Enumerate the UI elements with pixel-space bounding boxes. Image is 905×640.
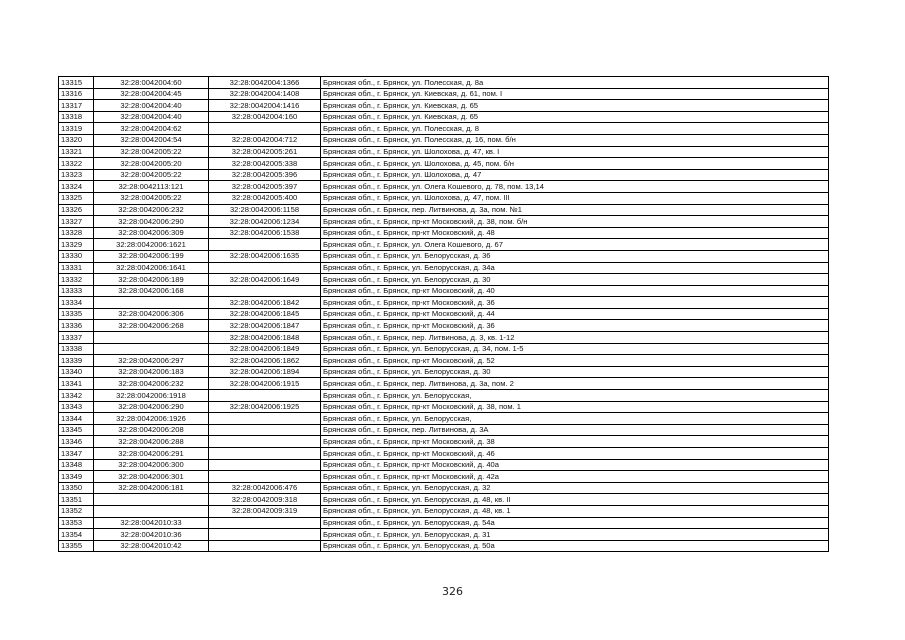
address-cell: Брянская обл., г. Брянск, ул. Шолохова, д. 47, пом. III (321, 192, 829, 204)
land-cadastral-number-cell: 32:28:0042005:22 (94, 192, 209, 204)
address-cell: Брянская обл., г. Брянск, пер. Литвинова, д. 3а, пом. №1 (321, 204, 829, 216)
table-row (59, 471, 829, 483)
building-cadastral-number-cell (209, 448, 321, 460)
address-cell: Брянская обл., г. Брянск, пр-кт Московский, д. 44 (321, 308, 829, 320)
building-cadastral-number-cell: 32:28:0042006:1848 (209, 332, 321, 344)
row-number-cell: 13322 (59, 158, 94, 170)
address-cell: Брянская обл., г. Брянск, пр-кт Московский, д. 48 (321, 227, 829, 239)
address-cell: Брянская обл., г. Брянск, ул. Белорусская, д. 48, кв. 1 (321, 505, 829, 517)
row-number-cell: 13328 (59, 227, 94, 239)
table-row (59, 146, 829, 158)
address-cell: Брянская обл., г. Брянск, ул. Белорусская, д. 32 (321, 482, 829, 494)
building-cadastral-number-cell: 32:28:0042005:400 (209, 192, 321, 204)
address-cell: Брянская обл., г. Брянск, пр-кт Московский, д. 52 (321, 355, 829, 367)
building-cadastral-number-cell: 32:28:0042004:1408 (209, 88, 321, 100)
table-row (59, 378, 829, 390)
address-cell: Брянская обл., г. Брянск, ул. Белорусская, д. 34, пом. 1-5 (321, 343, 829, 355)
land-cadastral-number-cell: 32:28:0042006:183 (94, 366, 209, 378)
building-cadastral-number-cell (209, 239, 321, 251)
land-cadastral-number-cell: 32:28:0042010:33 (94, 517, 209, 529)
row-number-cell: 13346 (59, 436, 94, 448)
row-number-cell: 13329 (59, 239, 94, 251)
address-cell: Брянская обл., г. Брянск, пер. Литвинова, д. 3А (321, 424, 829, 436)
table-row (59, 366, 829, 378)
land-cadastral-number-cell: 32:28:0042006:288 (94, 436, 209, 448)
table-row (59, 274, 829, 286)
land-cadastral-number-cell: 32:28:0042004:40 (94, 111, 209, 123)
land-cadastral-number-cell: 32:28:0042006:290 (94, 216, 209, 228)
row-number-cell: 13342 (59, 390, 94, 402)
address-cell: Брянская обл., г. Брянск, пр-кт Московский, д. 40а (321, 459, 829, 471)
building-cadastral-number-cell: 32:28:0042005:397 (209, 181, 321, 193)
table-row (59, 505, 829, 517)
row-number-cell: 13354 (59, 529, 94, 541)
land-cadastral-number-cell: 32:28:0042006:1641 (94, 262, 209, 274)
address-cell: Брянская обл., г. Брянск, пр-кт Московский, д. 46 (321, 448, 829, 460)
building-cadastral-number-cell: 32:28:0042006:1915 (209, 378, 321, 390)
land-cadastral-number-cell: 32:28:0042006:1926 (94, 413, 209, 425)
address-cell: Брянская обл., г. Брянск, пр-кт Московский, д. 42а (321, 471, 829, 483)
building-cadastral-number-cell: 32:28:0042006:1234 (209, 216, 321, 228)
land-cadastral-number-cell: 32:28:0042006:301 (94, 471, 209, 483)
land-cadastral-number-cell: 32:28:0042006:291 (94, 448, 209, 460)
land-cadastral-number-cell: 32:28:0042006:309 (94, 227, 209, 239)
table-row (59, 332, 829, 344)
row-number-cell: 13347 (59, 448, 94, 460)
table-row (59, 192, 829, 204)
address-cell: Брянская обл., г. Брянск, ул. Полесская, д. 8 (321, 123, 829, 135)
row-number-cell: 13338 (59, 343, 94, 355)
table-row (59, 169, 829, 181)
table-row (59, 88, 829, 100)
building-cadastral-number-cell: 32:28:0042005:261 (209, 146, 321, 158)
address-cell: Брянская обл., г. Брянск, ул. Белорусская, (321, 413, 829, 425)
table-row (59, 529, 829, 541)
address-cell: Брянская обл., г. Брянск, ул. Белорусская, д. 34а (321, 262, 829, 274)
building-cadastral-number-cell (209, 390, 321, 402)
address-cell: Брянская обл., г. Брянск, пр-кт Московский, д. 36 (321, 320, 829, 332)
address-cell: Брянская обл., г. Брянск, пр-кт Московский, д. 40 (321, 285, 829, 297)
building-cadastral-number-cell: 32:28:0042006:1847 (209, 320, 321, 332)
land-cadastral-number-cell: 32:28:0042006:306 (94, 308, 209, 320)
row-number-cell: 13317 (59, 100, 94, 112)
land-cadastral-number-cell: 32:28:0042006:268 (94, 320, 209, 332)
land-cadastral-number-cell (94, 343, 209, 355)
building-cadastral-number-cell: 32:28:0042006:476 (209, 482, 321, 494)
building-cadastral-number-cell: 32:28:0042006:1649 (209, 274, 321, 286)
land-cadastral-number-cell (94, 494, 209, 506)
address-cell: Брянская обл., г. Брянск, ул. Белорусская, д. 48, кв. II (321, 494, 829, 506)
land-cadastral-number-cell: 32:28:0042006:297 (94, 355, 209, 367)
row-number-cell: 13344 (59, 413, 94, 425)
table-row (59, 355, 829, 367)
land-cadastral-number-cell: 32:28:0042113:121 (94, 181, 209, 193)
address-cell: Брянская обл., г. Брянск, ул. Белорусская, д. 50а (321, 540, 829, 552)
row-number-cell: 13353 (59, 517, 94, 529)
table-row (59, 134, 829, 146)
table-row (59, 285, 829, 297)
property-registry-table (58, 76, 829, 552)
building-cadastral-number-cell: 32:28:0042006:1862 (209, 355, 321, 367)
building-cadastral-number-cell: 32:28:0042006:1845 (209, 308, 321, 320)
table-row (59, 482, 829, 494)
address-cell: Брянская обл., г. Брянск, ул. Шолохова, д. 47 (321, 169, 829, 181)
page-number: 326 (442, 585, 463, 598)
row-number-cell: 13355 (59, 540, 94, 552)
row-number-cell: 13319 (59, 123, 94, 135)
building-cadastral-number-cell: 32:28:0042006:1842 (209, 297, 321, 309)
table-row (59, 448, 829, 460)
table-row (59, 204, 829, 216)
building-cadastral-number-cell: 32:28:0042004:1366 (209, 77, 321, 89)
table-row (59, 250, 829, 262)
address-cell: Брянская обл., г. Брянск, пр-кт Московский, д. 38 (321, 436, 829, 448)
building-cadastral-number-cell: 32:28:0042009:319 (209, 505, 321, 517)
building-cadastral-number-cell (209, 436, 321, 448)
row-number-cell: 13349 (59, 471, 94, 483)
row-number-cell: 13348 (59, 459, 94, 471)
address-cell: Брянская обл., г. Брянск, ул. Полесская, д. 8а (321, 77, 829, 89)
table-row (59, 227, 829, 239)
row-number-cell: 13318 (59, 111, 94, 123)
table-row (59, 459, 829, 471)
table-row (59, 297, 829, 309)
land-cadastral-number-cell: 32:28:0042006:168 (94, 285, 209, 297)
address-cell: Брянская обл., г. Брянск, ул. Белорусская, д. 54а (321, 517, 829, 529)
row-number-cell: 13351 (59, 494, 94, 506)
table-row (59, 158, 829, 170)
row-number-cell: 13335 (59, 308, 94, 320)
row-number-cell: 13326 (59, 204, 94, 216)
land-cadastral-number-cell: 32:28:0042004:62 (94, 123, 209, 135)
land-cadastral-number-cell: 32:28:0042006:189 (94, 274, 209, 286)
building-cadastral-number-cell: 32:28:0042004:712 (209, 134, 321, 146)
address-cell: Брянская обл., г. Брянск, ул. Белорусская, (321, 390, 829, 402)
address-cell: Брянская обл., г. Брянск, ул. Киевская, д. 65 (321, 100, 829, 112)
address-cell: Брянская обл., г. Брянск, пер. Литвинова, д. 3, кв. 1-12 (321, 332, 829, 344)
row-number-cell: 13327 (59, 216, 94, 228)
building-cadastral-number-cell: 32:28:0042006:1538 (209, 227, 321, 239)
table-row (59, 216, 829, 228)
land-cadastral-number-cell: 32:28:0042006:300 (94, 459, 209, 471)
building-cadastral-number-cell: 32:28:0042006:1849 (209, 343, 321, 355)
building-cadastral-number-cell: 32:28:0042004:1416 (209, 100, 321, 112)
table-row (59, 517, 829, 529)
row-number-cell: 13333 (59, 285, 94, 297)
building-cadastral-number-cell: 32:28:0042006:1635 (209, 250, 321, 262)
address-cell: Брянская обл., г. Брянск, пр-кт Московский, д. 36 (321, 297, 829, 309)
table-row (59, 262, 829, 274)
building-cadastral-number-cell: 32:28:0042005:338 (209, 158, 321, 170)
land-cadastral-number-cell (94, 505, 209, 517)
address-cell: Брянская обл., г. Брянск, ул. Шолохова, д. 47, кв. I (321, 146, 829, 158)
land-cadastral-number-cell: 32:28:0042006:1621 (94, 239, 209, 251)
building-cadastral-number-cell (209, 471, 321, 483)
row-number-cell: 13330 (59, 250, 94, 262)
building-cadastral-number-cell: 32:28:0042005:396 (209, 169, 321, 181)
table-row (59, 494, 829, 506)
building-cadastral-number-cell (209, 540, 321, 552)
land-cadastral-number-cell: 32:28:0042010:42 (94, 540, 209, 552)
address-cell: Брянская обл., г. Брянск, ул. Белорусская, д. 36 (321, 250, 829, 262)
table-row (59, 390, 829, 402)
row-number-cell: 13324 (59, 181, 94, 193)
table-row (59, 540, 829, 552)
row-number-cell: 13340 (59, 366, 94, 378)
row-number-cell: 13352 (59, 505, 94, 517)
row-number-cell: 13345 (59, 424, 94, 436)
land-cadastral-number-cell: 32:28:0042004:45 (94, 88, 209, 100)
address-cell: Брянская обл., г. Брянск, ул. Белорусская, д. 31 (321, 529, 829, 541)
land-cadastral-number-cell: 32:28:0042004:40 (94, 100, 209, 112)
land-cadastral-number-cell: 32:28:0042005:22 (94, 146, 209, 158)
row-number-cell: 13337 (59, 332, 94, 344)
row-number-cell: 13341 (59, 378, 94, 390)
table-row (59, 308, 829, 320)
address-cell: Брянская обл., г. Брянск, ул. Олега Кошевого, д. 78, пом. 13,14 (321, 181, 829, 193)
land-cadastral-number-cell: 32:28:0042006:232 (94, 378, 209, 390)
row-number-cell: 13325 (59, 192, 94, 204)
building-cadastral-number-cell: 32:28:0042006:1158 (209, 204, 321, 216)
building-cadastral-number-cell: 32:28:0042006:1925 (209, 401, 321, 413)
land-cadastral-number-cell (94, 332, 209, 344)
land-cadastral-number-cell: 32:28:0042006:1918 (94, 390, 209, 402)
land-cadastral-number-cell (94, 297, 209, 309)
land-cadastral-number-cell: 32:28:0042004:54 (94, 134, 209, 146)
land-cadastral-number-cell: 32:28:0042010:36 (94, 529, 209, 541)
building-cadastral-number-cell: 32:28:0042004:160 (209, 111, 321, 123)
land-cadastral-number-cell: 32:28:0042004:60 (94, 77, 209, 89)
row-number-cell: 13331 (59, 262, 94, 274)
land-cadastral-number-cell: 32:28:0042006:208 (94, 424, 209, 436)
registry-table-body (59, 77, 829, 552)
row-number-cell: 13339 (59, 355, 94, 367)
building-cadastral-number-cell (209, 285, 321, 297)
building-cadastral-number-cell (209, 529, 321, 541)
table-row (59, 343, 829, 355)
address-cell: Брянская обл., г. Брянск, ул. Олега Кошевого, д. 67 (321, 239, 829, 251)
table-row (59, 436, 829, 448)
table-row (59, 100, 829, 112)
table-row (59, 111, 829, 123)
address-cell: Брянская обл., г. Брянск, ул. Белорусская, д. 30 (321, 274, 829, 286)
table-row (59, 77, 829, 89)
row-number-cell: 13316 (59, 88, 94, 100)
table-row (59, 320, 829, 332)
address-cell: Брянская обл., г. Брянск, ул. Киевская, д. 61, пом. I (321, 88, 829, 100)
row-number-cell: 13320 (59, 134, 94, 146)
land-cadastral-number-cell: 32:28:0042006:199 (94, 250, 209, 262)
row-number-cell: 13323 (59, 169, 94, 181)
row-number-cell: 13343 (59, 401, 94, 413)
row-number-cell: 13336 (59, 320, 94, 332)
address-cell: Брянская обл., г. Брянск, ул. Полесская, д. 16, пом. б/н (321, 134, 829, 146)
row-number-cell: 13315 (59, 77, 94, 89)
row-number-cell: 13334 (59, 297, 94, 309)
land-cadastral-number-cell: 32:28:0042006:232 (94, 204, 209, 216)
land-cadastral-number-cell: 32:28:0042006:181 (94, 482, 209, 494)
table-row (59, 401, 829, 413)
land-cadastral-number-cell: 32:28:0042006:290 (94, 401, 209, 413)
building-cadastral-number-cell (209, 123, 321, 135)
building-cadastral-number-cell (209, 459, 321, 471)
address-cell: Брянская обл., г. Брянск, ул. Белорусская, д. 30 (321, 366, 829, 378)
table-row (59, 413, 829, 425)
building-cadastral-number-cell (209, 413, 321, 425)
row-number-cell: 13321 (59, 146, 94, 158)
table-row (59, 181, 829, 193)
address-cell: Брянская обл., г. Брянск, пр-кт Московский, д. 38, пом. б/н (321, 216, 829, 228)
address-cell: Брянская обл., г. Брянск, ул. Киевская, д. 65 (321, 111, 829, 123)
table-row (59, 424, 829, 436)
address-cell: Брянская обл., г. Брянск, пр-кт Московский, д. 38, пом. 1 (321, 401, 829, 413)
building-cadastral-number-cell (209, 517, 321, 529)
address-cell: Брянская обл., г. Брянск, пер. Литвинова, д. 3а, пом. 2 (321, 378, 829, 390)
address-cell: Брянская обл., г. Брянск, ул. Шолохова, д. 45, пом. б/н (321, 158, 829, 170)
building-cadastral-number-cell: 32:28:0042009:318 (209, 494, 321, 506)
row-number-cell: 13350 (59, 482, 94, 494)
row-number-cell: 13332 (59, 274, 94, 286)
land-cadastral-number-cell: 32:28:0042005:22 (94, 169, 209, 181)
table-row (59, 123, 829, 135)
building-cadastral-number-cell (209, 424, 321, 436)
building-cadastral-number-cell: 32:28:0042006:1894 (209, 366, 321, 378)
land-cadastral-number-cell: 32:28:0042005:20 (94, 158, 209, 170)
table-row (59, 239, 829, 251)
building-cadastral-number-cell (209, 262, 321, 274)
